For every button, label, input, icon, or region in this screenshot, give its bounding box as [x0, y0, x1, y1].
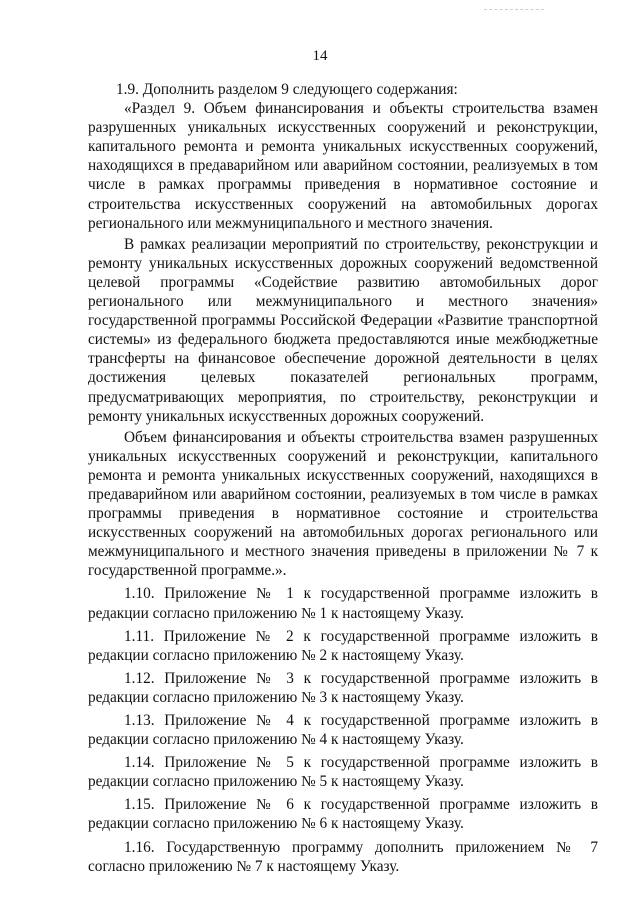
paragraph-section-9-title: «Раздел 9. Объем финансирования и объекты строительства взамен разрушенных уникальных искусственных сооружений и реконструкции, капитального ремонта и ремонта уникальных искусственных сооружений, находящихся в предаварийном или аварийном состоянии, реализуемых в том числе в рамках программы приведения в нормативное состояние и строительства искусственных сооружений на автомобильных дорогах регионального или межмуниципального и местного значения.: [88, 100, 598, 232]
paragraph-1-12: 1.12. Приложение № 3 к государственной программе изложить в редакции согласно приложению № 3 к настоящему Указу.: [88, 669, 598, 706]
paragraph-1-11: 1.11. Приложение № 2 к государственной программе изложить в редакции согласно приложению № 2 к настоящему Указу.: [88, 627, 598, 664]
paragraph-1-9: 1.9. Дополнить разделом 9 следующего содержания:: [116, 81, 458, 98]
paragraph-financing-volume: Объем финансирования и объекты строительства взамен разрушенных уникальных искусственных сооружений и реконструкции, капитального ремонта и ремонта уникальных искусственных сооружений, находящихся в предаварийном или аварийном состоянии, реализуемых в том числе в рамках программы приведения в нормативное состояние и строительства искусственных сооружений на автомобильных дорогах регионального или межмуниципального и местного значения приведены в приложении № 7 к государственной программе.».: [88, 428, 598, 580]
paragraph-implementation: В рамках реализации мероприятий по строительству, реконструкции и ремонту уникальных искусственных дорожных сооружений ведомственной целевой программы «Содействие развитию автомобильных дорог регионального или межмуниципального и местного значения» государственной программы Российской Федерации «Развитие транспортной системы» из федерального бюджета предоставляются иные межбюджетные трансферты на финансовое обеспечение дорожной деятельности в целях достижения целевых показателей региональных программ, предусматривающих мероприятия, по строительству, реконструкции и ремонту уникальных искусственных дорожных сооружений.: [88, 235, 598, 425]
paragraph-1-13: 1.13. Приложение № 4 к государственной программе изложить в редакции согласно приложению № 4 к настоящему Указу.: [88, 712, 598, 749]
scan-artifact: [484, 9, 544, 12]
paragraph-1-14: 1.14. Приложение № 5 к государственной программе изложить в редакции согласно приложению № 5 к настоящему Указу.: [88, 754, 598, 791]
page-number: 14: [312, 48, 328, 64]
document-body: [88, 80, 598, 876]
paragraph-1-16: 1.16. Государственную программу дополнить приложением № 7 согласно приложению № 7 к настоящему Указу.: [88, 838, 598, 875]
paragraph-1-15: 1.15. Приложение № 6 к государственной программе изложить в редакции согласно приложению № 6 к настоящему Указу.: [88, 796, 598, 833]
paragraph-1-10: 1.10. Приложение № 1 к государственной программе изложить в редакции согласно приложению № 1 к настоящему Указу.: [88, 585, 598, 622]
